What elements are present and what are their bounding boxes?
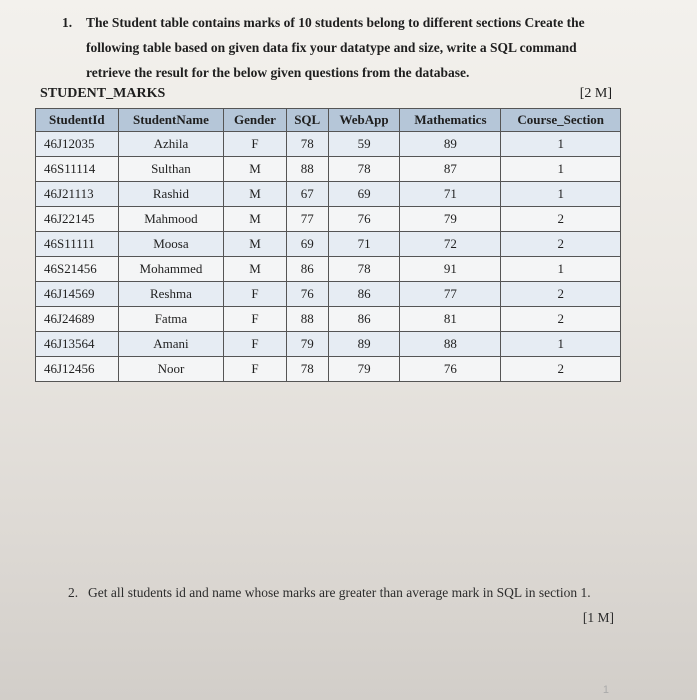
cell-studentid: 46J14569 xyxy=(36,282,119,307)
cell-studentname: Moosa xyxy=(118,232,224,257)
cell-mathematics: 88 xyxy=(400,332,501,357)
cell-sql: 76 xyxy=(286,282,328,307)
question-2-number: 2. xyxy=(68,585,79,600)
table-row xyxy=(36,257,621,282)
cell-webapp: 76 xyxy=(328,207,400,232)
question-1-text: The Student table contains marks of 10 students belong to different sections Create the following table based on given data fix your datatype and size, write a SQL command retrieve the result for the below given questions from the database. xyxy=(86,15,585,80)
cell-webapp: 78 xyxy=(328,257,400,282)
cell-webapp: 71 xyxy=(328,232,400,257)
cell-gender: F xyxy=(224,282,286,307)
cell-course-section: 1 xyxy=(501,332,621,357)
cell-gender: M xyxy=(224,232,286,257)
table-header-row xyxy=(36,109,621,132)
header-studentname: StudentName xyxy=(118,109,224,132)
cell-studentid: 46J12456 xyxy=(36,357,119,382)
cell-studentid: 46S21456 xyxy=(36,257,119,282)
cell-gender: M xyxy=(224,207,286,232)
question-1-number: 1. xyxy=(62,15,73,30)
cell-sql: 67 xyxy=(286,182,328,207)
cell-mathematics: 71 xyxy=(400,182,501,207)
cell-webapp: 89 xyxy=(328,332,400,357)
cell-sql: 86 xyxy=(286,257,328,282)
cell-studentname: Reshma xyxy=(118,282,224,307)
cell-studentid: 46S11111 xyxy=(36,232,119,257)
table-row xyxy=(36,157,621,182)
cell-studentname: Mohammed xyxy=(118,257,224,282)
cell-studentname: Azhila xyxy=(118,132,224,157)
cell-course-section: 2 xyxy=(501,232,621,257)
cell-studentid: 46J12035 xyxy=(36,132,119,157)
cell-sql: 88 xyxy=(286,157,328,182)
cell-studentid: 46J24689 xyxy=(36,307,119,332)
table-row xyxy=(36,132,621,157)
header-gender: Gender xyxy=(224,109,286,132)
cell-studentname: Fatma xyxy=(118,307,224,332)
cell-mathematics: 72 xyxy=(400,232,501,257)
cell-gender: M xyxy=(224,257,286,282)
table-marks: [2 M] xyxy=(579,86,612,101)
cell-gender: M xyxy=(224,182,286,207)
cell-webapp: 59 xyxy=(328,132,400,157)
cell-studentid: 46S11114 xyxy=(36,157,119,182)
cell-mathematics: 79 xyxy=(400,207,501,232)
cell-studentname: Amani xyxy=(118,332,224,357)
cell-course-section: 1 xyxy=(501,157,621,182)
cell-mathematics: 89 xyxy=(400,132,501,157)
cell-studentname: Sulthan xyxy=(118,157,224,182)
cell-mathematics: 91 xyxy=(400,257,501,282)
cell-studentid: 46J22145 xyxy=(36,207,119,232)
cell-studentname: Rashid xyxy=(118,182,224,207)
cell-sql: 79 xyxy=(286,332,328,357)
question-2-marks: [1 M] xyxy=(582,610,614,625)
table-row xyxy=(36,207,621,232)
cell-mathematics: 87 xyxy=(400,157,501,182)
table-row xyxy=(36,307,621,332)
table-row xyxy=(36,182,621,207)
cell-course-section: 2 xyxy=(501,282,621,307)
cell-gender: F xyxy=(224,307,286,332)
table-row xyxy=(36,357,621,382)
cell-sql: 77 xyxy=(286,207,328,232)
table-row xyxy=(36,282,621,307)
table-row xyxy=(36,332,621,357)
cell-webapp: 86 xyxy=(328,282,400,307)
cell-studentid: 46J21113 xyxy=(36,182,119,207)
cell-mathematics: 81 xyxy=(400,307,501,332)
cell-sql: 88 xyxy=(286,307,328,332)
cell-studentname: Mahmood xyxy=(118,207,224,232)
cell-sql: 78 xyxy=(286,357,328,382)
cell-studentid: 46J13564 xyxy=(36,332,119,357)
cell-course-section: 1 xyxy=(501,132,621,157)
header-mathematics: Mathematics xyxy=(400,109,501,132)
cell-sql: 69 xyxy=(286,232,328,257)
cell-webapp: 78 xyxy=(328,157,400,182)
cell-gender: M xyxy=(224,157,286,182)
cell-course-section: 2 xyxy=(501,207,621,232)
cell-course-section: 2 xyxy=(501,307,621,332)
header-webapp: WebApp xyxy=(328,109,400,132)
header-studentid: StudentId xyxy=(36,109,119,132)
cell-gender: F xyxy=(224,332,286,357)
cell-webapp: 79 xyxy=(328,357,400,382)
question-1 xyxy=(62,10,622,85)
table-row xyxy=(36,232,621,257)
cell-webapp: 69 xyxy=(328,182,400,207)
cell-gender: F xyxy=(224,357,286,382)
cell-studentname: Noor xyxy=(118,357,224,382)
header-sql: SQL xyxy=(286,109,328,132)
cell-course-section: 1 xyxy=(501,257,621,282)
cell-course-section: 1 xyxy=(501,182,621,207)
cell-webapp: 86 xyxy=(328,307,400,332)
page-number: 1 xyxy=(602,684,609,696)
cell-gender: F xyxy=(224,132,286,157)
table-heading xyxy=(40,86,612,102)
cell-mathematics: 77 xyxy=(400,282,501,307)
question-2-text: Get all students id and name whose marks are greater than average mark in SQL in section 1. xyxy=(88,585,591,600)
question-2 xyxy=(68,580,624,625)
cell-mathematics: 76 xyxy=(400,357,501,382)
header-course-section: Course_Section xyxy=(501,109,621,132)
cell-course-section: 2 xyxy=(501,357,621,382)
student-marks-table xyxy=(35,108,621,382)
cell-sql: 78 xyxy=(286,132,328,157)
table-title: STUDENT_MARKS xyxy=(40,86,166,101)
